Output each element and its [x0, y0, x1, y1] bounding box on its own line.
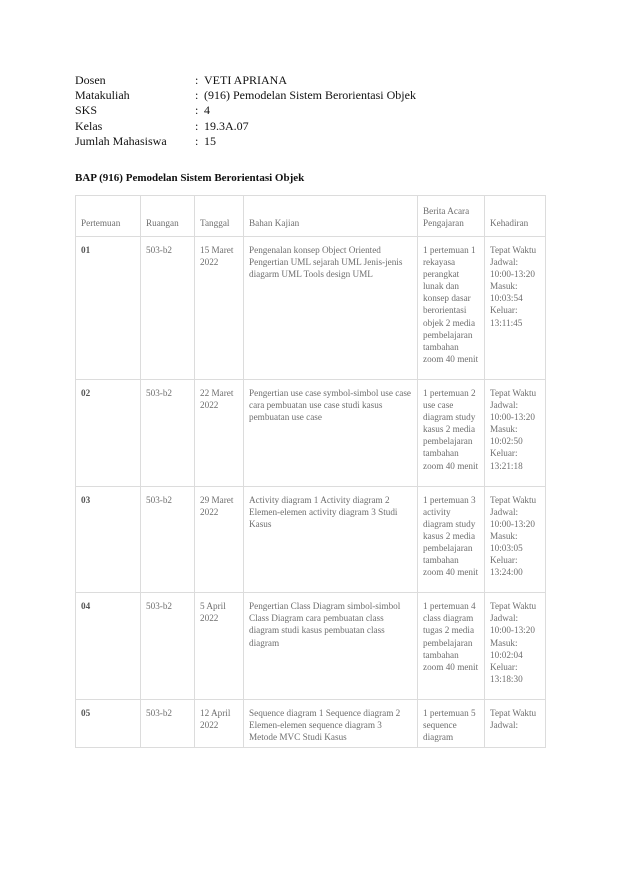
cell-berita-acara: 1 pertemuan 3 activity diagram study kasus 2 media pembelajaran tambahan zoom 40 menit: [418, 486, 485, 593]
cell-tanggal: 12 April 2022: [195, 699, 244, 747]
info-value: 19.3A.07: [204, 118, 249, 133]
cell-tanggal: 29 Maret 2022: [195, 486, 244, 593]
cell-berita-acara: 1 pertemuan 2 use case diagram study kasus 2 media pembelajaran tambahan zoom 40 menit: [418, 379, 485, 486]
cell-ruangan: 503-b2: [141, 379, 195, 486]
info-row-dosen: [75, 73, 416, 88]
cell-pertemuan: 01: [76, 237, 141, 380]
info-value: 15: [204, 133, 216, 148]
info-label: Matakuliah: [75, 88, 130, 103]
table-row: [76, 486, 546, 593]
info-label: SKS: [75, 103, 98, 118]
cell-ruangan: 503-b2: [141, 699, 195, 747]
cell-kehadiran: Tepat Waktu Jadwal: 10:00-13:20 Masuk: 10:02:04 Keluar: 13:18:30: [485, 593, 546, 700]
info-separator: :: [195, 88, 199, 103]
cell-bahan-kajian: Sequence diagram 1 Sequence diagram 2 Elemen-elemen sequence diagram 3 Metode MVC Studi Kasus: [244, 699, 418, 747]
info-row-matakuliah: [75, 88, 416, 103]
cell-pertemuan: 04: [76, 593, 141, 700]
table-header-row: [76, 196, 546, 237]
table-row: [76, 699, 546, 747]
cell-bahan-kajian: Activity diagram 1 Activity diagram 2 Elemen-elemen activity diagram 3 Studi Kasus: [244, 486, 418, 593]
cell-tanggal: 5 April 2022: [195, 593, 244, 700]
cell-berita-acara: 1 pertemuan 4 class diagram tugas 2 media pembelajaran tambahan zoom 40 menit: [418, 593, 485, 700]
cell-bahan-kajian: Pengertian use case symbol-simbol use case cara pembuatan use case studi kasus pembuatan use case: [244, 379, 418, 486]
cell-berita-acara: 1 pertemuan 5 sequence diagram: [418, 699, 485, 747]
info-label: Jumlah Mahasiswa: [75, 133, 167, 148]
table-row: [76, 593, 546, 700]
header-berita-acara: Berita Acara Pengajaran: [418, 196, 485, 237]
header-ruangan: Ruangan: [141, 196, 195, 237]
cell-kehadiran: Tepat Waktu Jadwal:: [485, 699, 546, 747]
info-label: Dosen: [75, 73, 106, 87]
cell-ruangan: 503-b2: [141, 593, 195, 700]
cell-ruangan: 503-b2: [141, 237, 195, 380]
cell-ruangan: 503-b2: [141, 486, 195, 593]
header-tanggal: Tanggal: [195, 196, 244, 237]
info-value: 4: [204, 103, 210, 118]
cell-pertemuan: 05: [76, 699, 141, 747]
info-separator: :: [195, 103, 199, 118]
header-pertemuan: Pertemuan: [76, 196, 141, 237]
cell-bahan-kajian: Pengertian Class Diagram simbol-simbol Class Diagram cara pembuatan class diagram studi kasus pembuatan class diagram: [244, 593, 418, 700]
info-row-kelas: [75, 119, 416, 134]
cell-kehadiran: Tepat Waktu Jadwal: 10:00-13:20 Masuk: 10:02:50 Keluar: 13:21:18: [485, 379, 546, 486]
info-row-jumlah-mahasiswa: [75, 134, 416, 149]
table-row: [76, 237, 546, 380]
cell-berita-acara: 1 pertemuan 1 rekayasa perangkat lunak dan konsep dasar berorientasi objek 2 media pembelajaran tambahan zoom 40 menit: [418, 237, 485, 380]
bap-table: [75, 195, 546, 748]
info-value: VETI APRIANA: [204, 73, 287, 87]
info-separator: :: [195, 73, 199, 87]
header-kehadiran: Kehadiran: [485, 196, 546, 237]
info-separator: :: [195, 133, 199, 148]
info-row-sks: [75, 103, 416, 118]
info-separator: :: [195, 118, 199, 133]
cell-tanggal: 22 Maret 2022: [195, 379, 244, 486]
cell-kehadiran: Tepat Waktu Jadwal: 10:00-13:20 Masuk: 10:03:05 Keluar: 13:24:00: [485, 486, 546, 593]
info-value: (916) Pemodelan Sistem Berorientasi Objek: [204, 88, 416, 103]
header-bahan-kajian: Bahan Kajian: [244, 196, 418, 237]
course-info: [75, 73, 416, 149]
bap-title: BAP (916) Pemodelan Sistem Berorientasi Objek: [75, 172, 305, 184]
cell-pertemuan: 02: [76, 379, 141, 486]
cell-pertemuan: 03: [76, 486, 141, 593]
cell-tanggal: 15 Maret 2022: [195, 237, 244, 380]
cell-bahan-kajian: Pengenalan konsep Object Oriented Pengertian UML sejarah UML Jenis-jenis diagarm UML Tools design UML: [244, 237, 418, 380]
table-row: [76, 379, 546, 486]
cell-kehadiran: Tepat Waktu Jadwal: 10:00-13:20 Masuk: 10:03:54 Keluar: 13:11:45: [485, 237, 546, 380]
info-label: Kelas: [75, 118, 103, 133]
